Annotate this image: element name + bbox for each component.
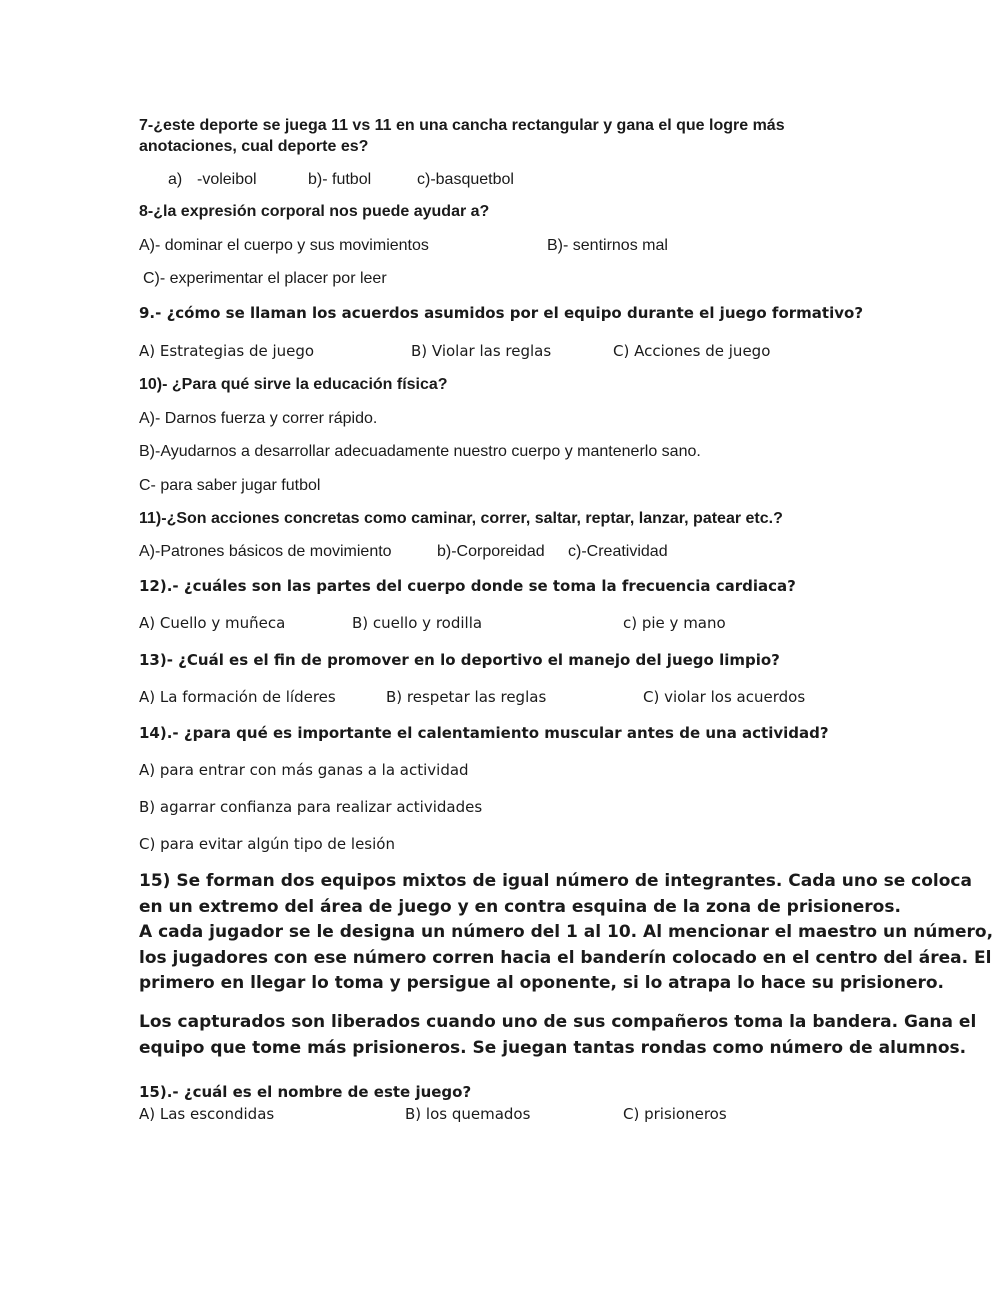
q12-option-b: B) cuello y rodilla (352, 614, 483, 632)
q12-option-c: c) pie y mano (623, 614, 726, 632)
q12-option-a: A) Cuello y muñeca (139, 614, 286, 632)
q15-p2-line1: Los capturados son liberados cuando uno de sus compañeros toma la bandera. Gana el (139, 1012, 977, 1032)
q15-p1-line3: A cada jugador se le designa un número del 1 al 10. Al mencionar el maestro un número, (139, 922, 994, 942)
q9-option-b: B) Violar las reglas (411, 342, 552, 360)
q14-option-b: B) agarrar confianza para realizar actividades (139, 798, 483, 816)
q11-option-b: b)-Corporeidad (437, 543, 545, 560)
q15-p1-line2: en un extremo del área de juego y en contra esquina de la zona de prisioneros. (139, 896, 901, 917)
q10-option-a: A)- Darnos fuerza y correr rápido. (139, 410, 378, 427)
q15-option-a: A) Las escondidas (139, 1105, 275, 1123)
q8-option-b: B)- sentirnos mal (547, 237, 668, 254)
q11-question: 11)-¿Son acciones concretas como caminar, correr, saltar, reptar, lanzar, patear etc.? (139, 510, 783, 527)
q12-question: 12).- ¿cuáles son las partes del cuerpo donde se toma la frecuencia cardiaca? (139, 577, 796, 595)
q7-option-b: b)- futbol (308, 171, 372, 188)
q7-option-a: -voleibol (197, 171, 257, 188)
q10-option-b: B)-Ayudarnos a desarrollar adecuadamente nuestro cuerpo y mantenerlo sano. (139, 443, 701, 460)
q7-option-a-letter: a) (168, 171, 183, 188)
q15-p1-line5: primero en llegar lo toma y persigue al oponente, si lo atrapa lo hace su prisionero. (139, 973, 945, 993)
q14-option-a: A) para entrar con más ganas a la actividad (139, 761, 469, 779)
q14-option-c: C) para evitar algún tipo de lesión (139, 835, 395, 853)
q15-p2-line2: equipo que tome más prisioneros. Se juegan tantas rondas como número de alumnos. (139, 1037, 967, 1058)
q10-question: 10)- ¿Para qué sirve la educación física? (139, 376, 448, 393)
q15-p1-line1: 15) Se forman dos equipos mixtos de igual número de integrantes. Cada uno se coloca (139, 871, 972, 891)
q8-option-c: C)- experimentar el placer por leer (143, 270, 387, 287)
q13-option-b: B) respetar las reglas (386, 688, 547, 706)
q8-question: 8-¿la expresión corporal nos puede ayudar a? (139, 203, 490, 220)
q14-question: 14).- ¿para qué es importante el calentamiento muscular antes de una actividad? (139, 724, 829, 742)
q7-question-line1: 7-¿este deporte se juega 11 vs 11 en una cancha rectangular y gana el que logre más (139, 117, 785, 134)
q13-option-c: C) violar los acuerdos (643, 688, 806, 706)
q9-option-c: C) Acciones de juego (613, 342, 771, 360)
q8-option-a: A)- dominar el cuerpo y sus movimientos (139, 237, 429, 254)
q9-option-a: A) Estrategias de juego (139, 342, 315, 360)
q10-option-c: C- para saber jugar futbol (139, 477, 321, 494)
q7-question-line2: anotaciones, cual deporte es? (139, 138, 369, 155)
q15-question: 15).- ¿cuál es el nombre de este juego? (139, 1083, 472, 1101)
q13-question: 13)- ¿Cuál es el fin de promover en lo deportivo el manejo del juego limpio? (139, 651, 780, 669)
q15-p1-line4: los jugadores con ese número corren hacia el banderín colocado en el centro del área. El (139, 947, 992, 968)
q11-option-a: A)-Patrones básicos de movimiento (139, 543, 392, 560)
q15-option-c: C) prisioneros (623, 1105, 727, 1123)
q15-description-paragraph-2 (139, 1010, 977, 1061)
q7-option-c: c)-basquetbol (417, 171, 514, 188)
q9-question: 9.- ¿cómo se llaman los acuerdos asumidos por el equipo durante el juego formativo? (139, 304, 864, 322)
q15-description-paragraph-1 (139, 869, 994, 997)
q15-option-b: B) los quemados (405, 1105, 531, 1123)
q11-option-c: c)-Creatividad (568, 543, 668, 560)
q13-option-a: A) La formación de líderes (139, 688, 336, 706)
